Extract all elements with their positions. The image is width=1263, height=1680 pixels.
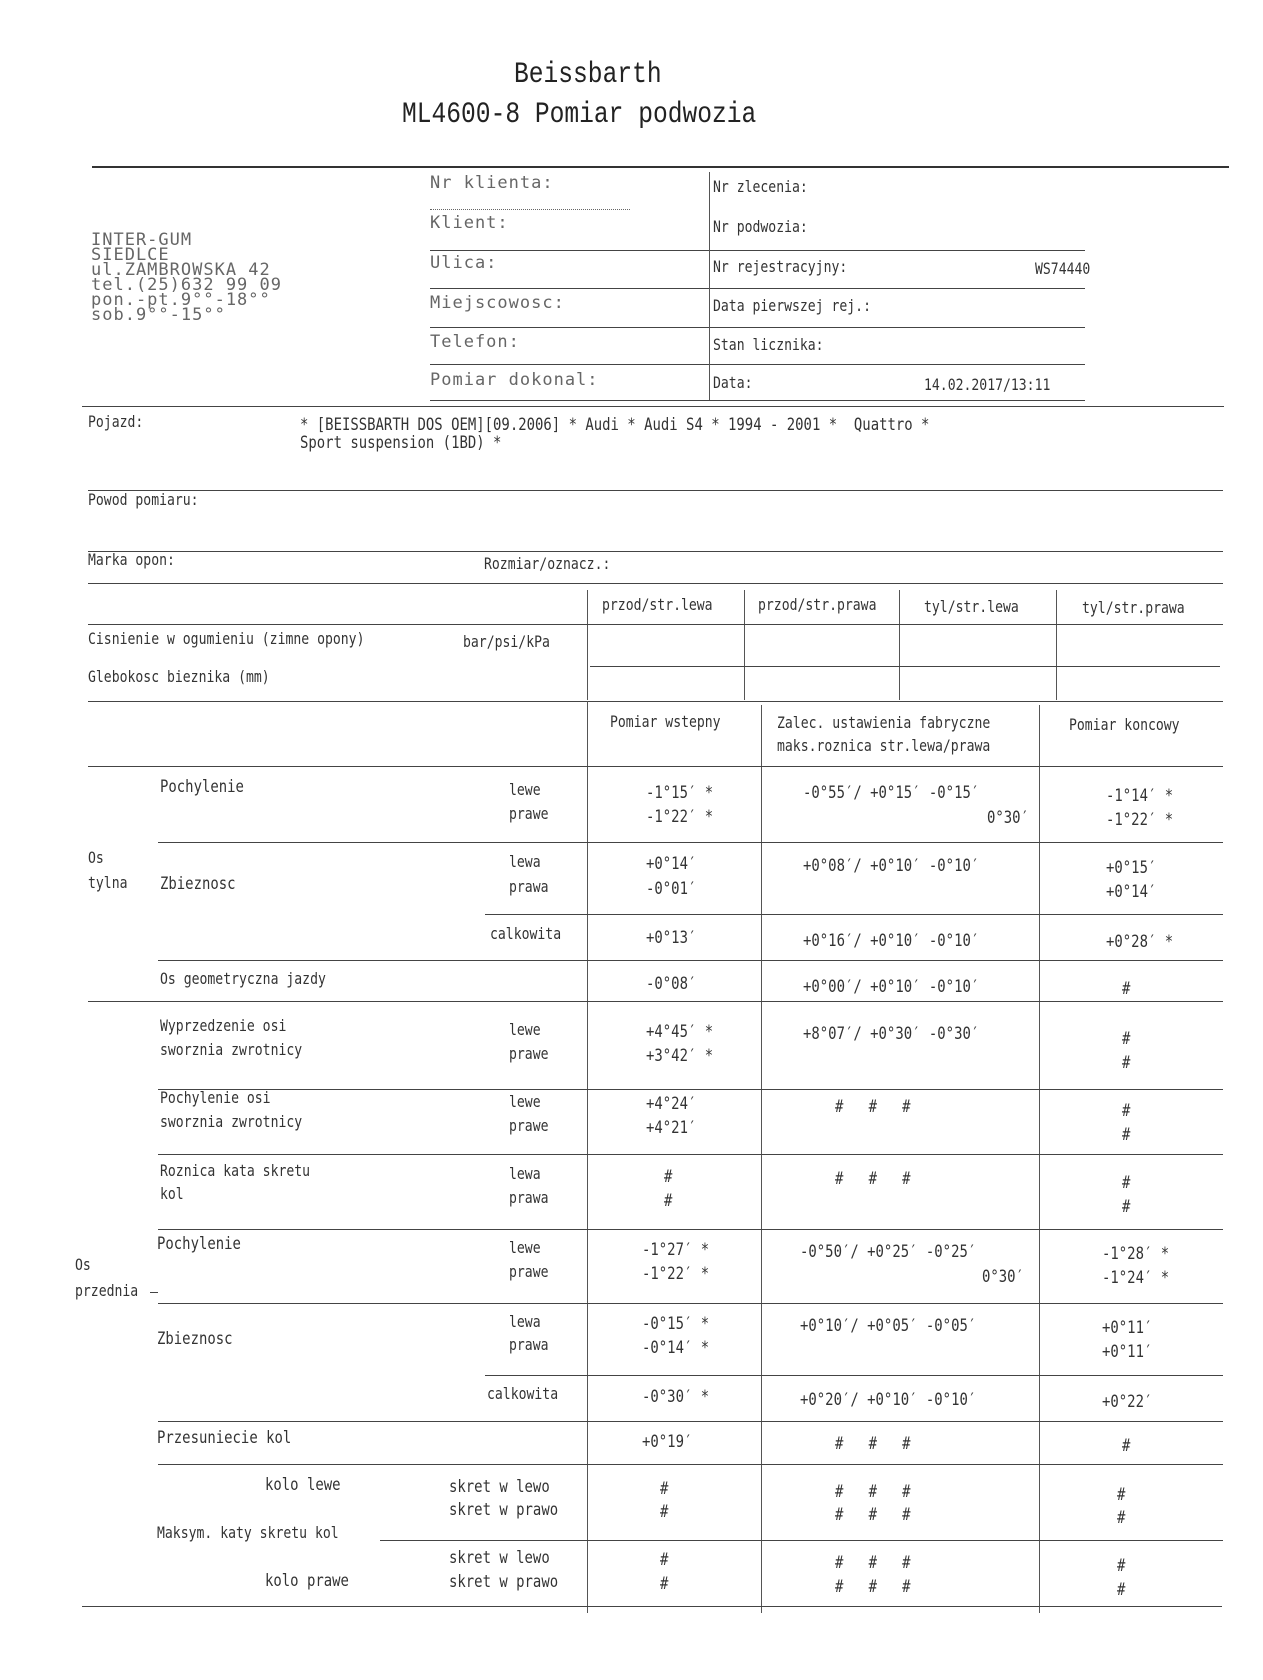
final-value: #: [1117, 1508, 1126, 1528]
col-initial-header: Pomiar wstepny: [610, 712, 721, 731]
initial-value: #: [660, 1550, 669, 1570]
spec-value: # # #: [835, 1577, 911, 1597]
side-label: prawe: [509, 1262, 549, 1281]
spec-value: # # #: [835, 1169, 911, 1189]
field-nr-rejestracyjny: Nr rejestracyjny:: [713, 257, 848, 276]
side-label: lewe: [509, 1238, 541, 1257]
axle-rear-label-1: Os: [88, 848, 104, 867]
initial-value: -0°15′ *: [642, 1314, 710, 1334]
turn-label: skret w prawo: [449, 1572, 559, 1592]
registration-value: WS74440: [1035, 259, 1091, 278]
tread-label: Glebokosc bieznika (mm): [88, 667, 270, 686]
initial-value: +0°13′: [646, 928, 697, 948]
final-value: #: [1122, 1053, 1131, 1073]
shop-line: ul.ZAMBROWSKA 42: [91, 260, 271, 280]
spec-value: # # #: [835, 1434, 911, 1454]
param-name: Maksym. katy skretu kol: [157, 1523, 339, 1542]
col-spec-header-1: Zalec. ustawienia fabryczne: [777, 713, 991, 732]
final-value: -1°14′ *: [1106, 786, 1174, 806]
initial-value: +0°19′: [642, 1432, 693, 1452]
side-label: lewa: [509, 1312, 541, 1331]
page-title: ML4600-8 Pomiar podwozia: [402, 98, 757, 132]
param-name: sworznia zwrotnicy: [160, 1040, 303, 1059]
final-value: #: [1122, 1125, 1131, 1145]
field-telefon: Telefon:: [430, 332, 520, 352]
side-label: calkowita: [490, 924, 562, 943]
final-value: #: [1122, 1197, 1131, 1217]
final-value: -1°24′ *: [1102, 1268, 1170, 1288]
final-value: +0°28′ *: [1106, 932, 1174, 952]
initial-value: -1°27′ *: [642, 1240, 710, 1260]
final-value: +0°15′: [1106, 858, 1157, 878]
field-pomiar-dokonal: Pomiar dokonal:: [430, 370, 599, 390]
axle-rear-label-2: tylna: [88, 873, 128, 892]
final-value: +0°14′: [1106, 882, 1157, 902]
initial-value: +4°24′: [646, 1094, 697, 1114]
param-name: Przesuniecie kol: [157, 1428, 292, 1448]
turn-label: skret w prawo: [449, 1500, 559, 1520]
param-name: Zbieznosc: [157, 1329, 233, 1349]
date-value: 14.02.2017/13:11: [924, 375, 1051, 394]
wheel-header-front-right: przod/str.prawa: [758, 595, 877, 614]
param-name: Wyprzedzenie osi: [160, 1016, 287, 1035]
final-value: #: [1117, 1485, 1126, 1505]
shop-line: SIEDLCE: [91, 245, 170, 265]
param-name: Pochylenie osi: [160, 1088, 271, 1107]
final-value: #: [1122, 979, 1131, 999]
field-stan-licznika: Stan licznika:: [713, 335, 824, 354]
initial-value: +3°42′ *: [646, 1046, 714, 1066]
turn-label: skret w lewo: [449, 1548, 550, 1568]
tire-size-label: Rozmiar/oznacz.:: [484, 554, 611, 573]
final-value: #: [1122, 1029, 1131, 1049]
initial-value: +4°21′: [646, 1118, 697, 1138]
final-value: #: [1122, 1173, 1131, 1193]
initial-value: -0°08′: [646, 974, 697, 994]
side-label: lewa: [509, 1164, 541, 1183]
final-value: +0°11′: [1102, 1342, 1153, 1362]
side-label: prawa: [509, 1188, 549, 1207]
param-name: Zbieznosc: [160, 874, 236, 894]
vehicle-line2: Sport suspension (1BD) *: [300, 433, 502, 453]
initial-value: -1°22′ *: [642, 1264, 710, 1284]
initial-value: #: [660, 1574, 669, 1594]
shop-line: INTER-GUM: [91, 230, 193, 250]
field-miejscowosc: Miejscowosc:: [430, 293, 565, 313]
spec-value: # # #: [835, 1482, 911, 1502]
side-label: lewa: [509, 852, 541, 871]
shop-line: pon.-pt.9°°-18°°: [91, 290, 271, 310]
spec-value: # # #: [835, 1553, 911, 1573]
initial-value: -1°22′ *: [646, 807, 714, 827]
spec-value: # # #: [835, 1505, 911, 1525]
turn-label: skret w lewo: [449, 1477, 550, 1497]
wheel-header-front-left: przod/str.lewa: [602, 595, 713, 614]
spec-value: +0°00′/ +0°10′ -0°10′: [803, 977, 980, 997]
final-value: +0°22′: [1102, 1392, 1153, 1412]
final-value: -1°22′ *: [1106, 810, 1174, 830]
wheel-header-rear-left: tyl/str.lewa: [924, 597, 1019, 616]
side-label: prawe: [509, 1116, 549, 1135]
axle-front-label-1: Os: [75, 1255, 91, 1274]
side-label: prawa: [509, 1335, 549, 1354]
initial-value: -1°15′ *: [646, 783, 714, 803]
spec-value: +0°10′/ +0°05′ -0°05′: [800, 1316, 977, 1336]
side-label: lewe: [509, 1092, 541, 1111]
spec-diff: 0°30′: [987, 808, 1029, 828]
tire-brand-label: Marka opon:: [88, 550, 175, 569]
pressure-label: Cisnienie w ogumieniu (zimne opony): [88, 629, 365, 648]
col-spec-header-2: maks.roznica str.lewa/prawa: [777, 736, 991, 755]
final-value: -1°28′ *: [1102, 1244, 1170, 1264]
brand-title: Beissbarth: [514, 58, 662, 92]
field-ulica: Ulica:: [430, 253, 498, 273]
pressure-unit: bar/psi/kPa: [463, 632, 550, 651]
side-label: lewe: [509, 1020, 541, 1039]
initial-value: #: [660, 1502, 669, 1522]
shop-line: sob.9°°-15°°: [91, 305, 226, 325]
spec-diff: 0°30′: [982, 1267, 1024, 1287]
vehicle-label: Pojazd:: [88, 412, 144, 431]
initial-value: +4°45′ *: [646, 1022, 714, 1042]
param-name: Roznica kata skretu: [160, 1161, 311, 1180]
final-value: #: [1117, 1580, 1126, 1600]
initial-value: -0°14′ *: [642, 1338, 710, 1358]
initial-value: -0°30′ *: [642, 1387, 710, 1407]
field-nr-zlecenia: Nr zlecenia:: [713, 177, 808, 196]
final-value: #: [1117, 1556, 1126, 1576]
shop-line: tel.(25)632 99 09: [91, 275, 282, 295]
side-label: prawe: [509, 804, 549, 823]
initial-value: +0°14′: [646, 854, 697, 874]
initial-value: #: [664, 1167, 673, 1187]
param-name: Os geometryczna jazdy: [160, 969, 326, 988]
param-name: Pochylenie: [157, 1234, 241, 1254]
axle-front-label-2: przednia: [75, 1281, 139, 1300]
side-label: lewe: [509, 780, 541, 799]
side-label: prawe: [509, 1044, 549, 1063]
param-name: Pochylenie: [160, 777, 244, 797]
spec-value: +0°16′/ +0°10′ -0°10′: [803, 931, 980, 951]
initial-value: #: [660, 1479, 669, 1499]
side-label: prawa: [509, 877, 549, 896]
final-value: #: [1122, 1101, 1131, 1121]
spec-value: # # #: [835, 1097, 911, 1117]
field-klient: Klient:: [430, 213, 509, 233]
param-name: kol: [160, 1184, 184, 1203]
final-value: +0°11′: [1102, 1318, 1153, 1338]
initial-value: #: [664, 1191, 673, 1211]
left-wheel-label: kolo lewe: [265, 1475, 341, 1495]
spec-value: +8°07′/ +0°30′ -0°30′: [803, 1024, 980, 1044]
field-data: Data:: [713, 373, 753, 392]
field-data-pierwszej-rej: Data pierwszej rej.:: [713, 296, 871, 315]
spec-value: +0°08′/ +0°10′ -0°10′: [803, 856, 980, 876]
spec-value: +0°20′/ +0°10′ -0°10′: [800, 1390, 977, 1410]
field-nr-klienta: Nr klienta:: [430, 173, 554, 193]
vehicle-line1: * [BEISSBARTH DOS OEM][09.2006] * Audi * Audi S4 * 1994 - 2001 * Quattro *: [300, 415, 930, 435]
final-value: #: [1122, 1436, 1131, 1456]
wheel-header-rear-right: tyl/str.prawa: [1082, 598, 1185, 617]
right-wheel-label: kolo prawe: [265, 1571, 349, 1591]
initial-value: -0°01′: [646, 879, 697, 899]
spec-value: -0°55′/ +0°15′ -0°15′: [803, 783, 980, 803]
spec-value: -0°50′/ +0°25′ -0°25′: [800, 1242, 977, 1262]
side-label: calkowita: [487, 1384, 559, 1403]
param-name: sworznia zwrotnicy: [160, 1112, 303, 1131]
reason-label: Powod pomiaru:: [88, 490, 199, 509]
field-nr-podwozia: Nr podwozia:: [713, 217, 808, 236]
col-final-header: Pomiar koncowy: [1069, 715, 1180, 734]
